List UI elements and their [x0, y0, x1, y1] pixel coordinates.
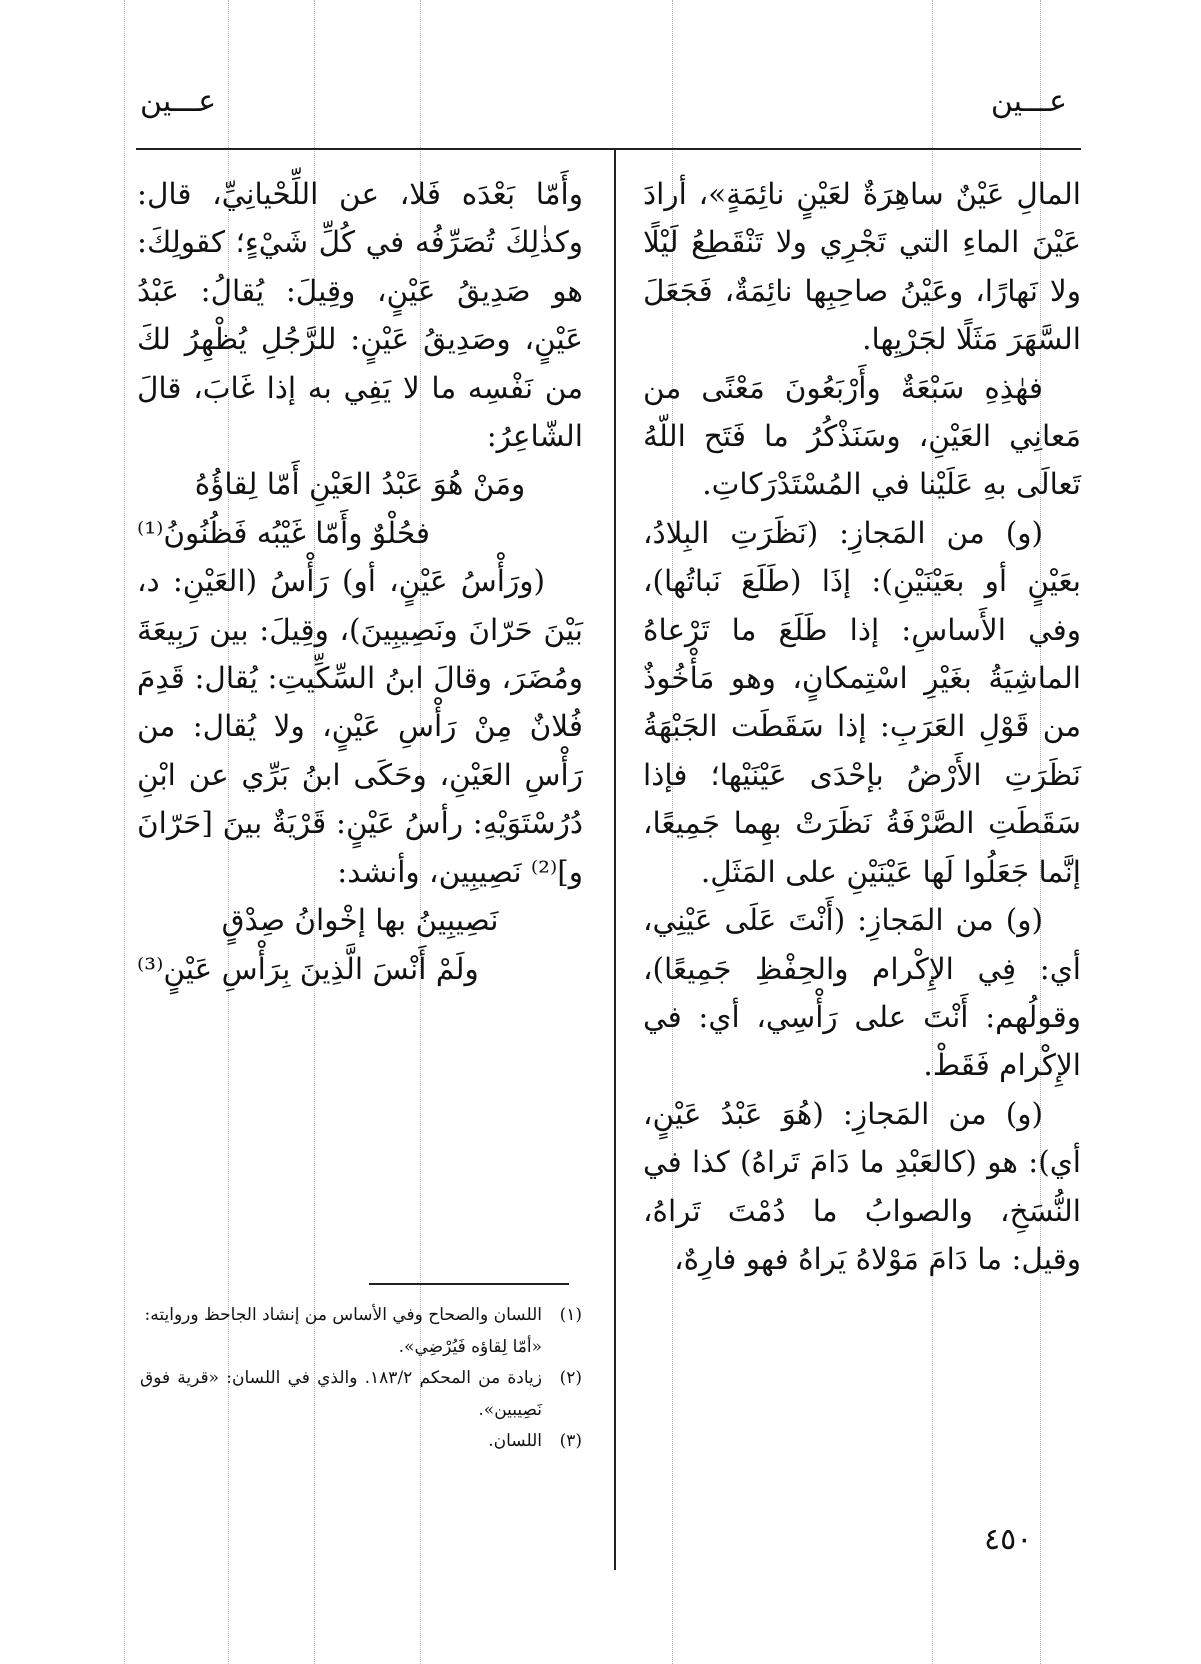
footnote-rule	[369, 1283, 569, 1285]
verse-line: ومَنْ هُوَ عَبْدُ العَيْنِ أَمّا لِقاؤُهُ	[194, 467, 526, 502]
paragraph: (و) من المَجازِ: (نَظَرَتِ البِلادُ، بعَيْنٍ أو بعَيْنَيْنِ): إذَا (طَلَعَ نَباتُها)، وفي الأَساسِ: إذا طَلَعَ ما تَرْعاهُ الماشِيَةُ بغَيْرِ اسْتِمكانٍ، وهو مَأْخُوذٌ من قَوْلِ العَرَبِ: إذا سَقَطَت الجَبْهَةُ نَظَرَتِ الأَرْضُ بإحْدَى عَيْنَيْها؛ فإذا سَقَطَتِ الصَّرْفَةُ نَظَرَتْ بهِما جَمِيعًا، إنَّما جَعَلُوا لَها عَيْنَيْنِ على المَثَلِ.	[643, 515, 1081, 889]
paragraph: (ورَأْسُ عَيْنٍ، أو) رَأْسُ (العَيْنِ: د، بَيْنَ حَرّانَ ونَصِيبِينَ)، وقِيلَ: بين رَبِيعَةَ ومُضَرَ، وقالَ ابنُ السِّكِّيتِ: يُقال: قَدِمَ فُلانٌ مِنْ رَأْسِ عَيْنٍ، ولا يُقال: من رَأْسِ العَيْنِ، وحَكَى ابنُ بَرِّي عن ابْنِ دُرُسْتَوَيْهِ: رأسُ عَيْنٍ: قَرْيَةٌ بينَ [حَرّانَ و]⁽²⁾ نَصِيبِين، وأنشد:	[137, 564, 583, 889]
left-column	[137, 170, 583, 993]
footnote-number: (٢)	[559, 1368, 582, 1388]
footnote-number: (١)	[559, 1305, 582, 1325]
paragraph: المالِ عَيْنٌ ساهِرَةٌ لعَيْنٍ نائِمَةٍ»، أرادَ عَيْنَ الماءِ التي تَجْرِي ولا تَنْقَطِعُ لَيْلًا ولا نَهارًا، وعَيْنُ صاحِبِها نائِمَةٌ، فَجَعَلَ السَّهَرَ مَثَلًا لجَرْيِها.	[643, 177, 1081, 357]
paragraph: (و) من المَجازِ: (هُوَ عَبْدُ عَيْنٍ، أي): هو (كالعَبْدِ ما دَامَ تَراهُ) كذا في النُّسَخِ، والصوابُ ما دُمْتَ تَراهُ، وقيل: ما دَامَ مَوْلاهُ يَراهُ فهو فارِهٌ،	[643, 1096, 1081, 1276]
running-head-right: عـــين	[990, 84, 1067, 119]
footnote	[140, 1363, 582, 1426]
verse-line: فحُلْوٌ وأَمّا غَيْبُه فَظُنُونُ⁽¹⁾	[137, 515, 430, 550]
paragraph: وأَمّا بَعْدَه فَلا، عن اللِّحْيانِيِّ، قال: وكذٰلِكَ تُصَرِّفُه في كُلِّ شَيْءٍ؛ كقولِكَ: هو صَدِيقُ عَيْنٍ، وقِيلَ: يُقالُ: عَبْدُ عَيْنٍ، وصَدِيقُ عَيْنٍ: للرَّجُلِ يُظْهِرُ لكَ من نَفْسِه ما لا يَفِي به إذا غَابَ، قالَ الشّاعِرُ:	[137, 177, 583, 454]
footnote	[140, 1426, 582, 1458]
right-column	[643, 170, 1081, 1283]
scan-guide-line	[124, 0, 125, 1664]
column-divider	[614, 150, 616, 1570]
footnote-text: اللسان.	[488, 1431, 542, 1451]
paragraph: (و) من المَجازِ: (أَنْتَ عَلَى عَيْنِي، أي: فِي الإِكْرام والحِفْظِ جَمِيعًا)، وقولُهم: أَنْتَ على رَأْسِي، أي: في الإِكْرام فَقَطْ.	[643, 903, 1081, 1083]
footnotes	[140, 1300, 582, 1458]
footnote-number: (٣)	[559, 1431, 582, 1451]
running-head-left: عـــين	[140, 84, 217, 119]
footnote-text: زيادة من المحكم ١٨٣/٢. والذي في اللسان: «قرية فوق نَصِيبين».	[140, 1368, 543, 1420]
paragraph: فهٰذِهِ سَبْعَةٌ وأَرْبَعُونَ مَعْنًى من مَعانِي العَيْنِ، وسَنَذْكُرُ ما فَتَح اللّهُ تَعالَى بهِ عَلَيْنا في المُسْتَدْرَكاتِ.	[643, 370, 1081, 502]
page-number: ٤٥٠	[984, 1522, 1033, 1557]
verse-line: ولَمْ أَنْسَ الَّذِينَ بِرَأْسِ عَيْنٍ⁽³⁾	[137, 951, 479, 986]
footnote	[140, 1300, 582, 1363]
footnote-text: اللسان والصحاح وفي الأساس من إنشاد الجاحظ وروايته:	[144, 1305, 542, 1325]
footnote-quote: «أمّا لِقاؤه فَيُرْضِي».	[398, 1336, 542, 1357]
verse-line: نَصِيبِينُ بها إخْوانُ صِدْقٍ	[221, 903, 499, 938]
header-rule	[136, 148, 1081, 150]
